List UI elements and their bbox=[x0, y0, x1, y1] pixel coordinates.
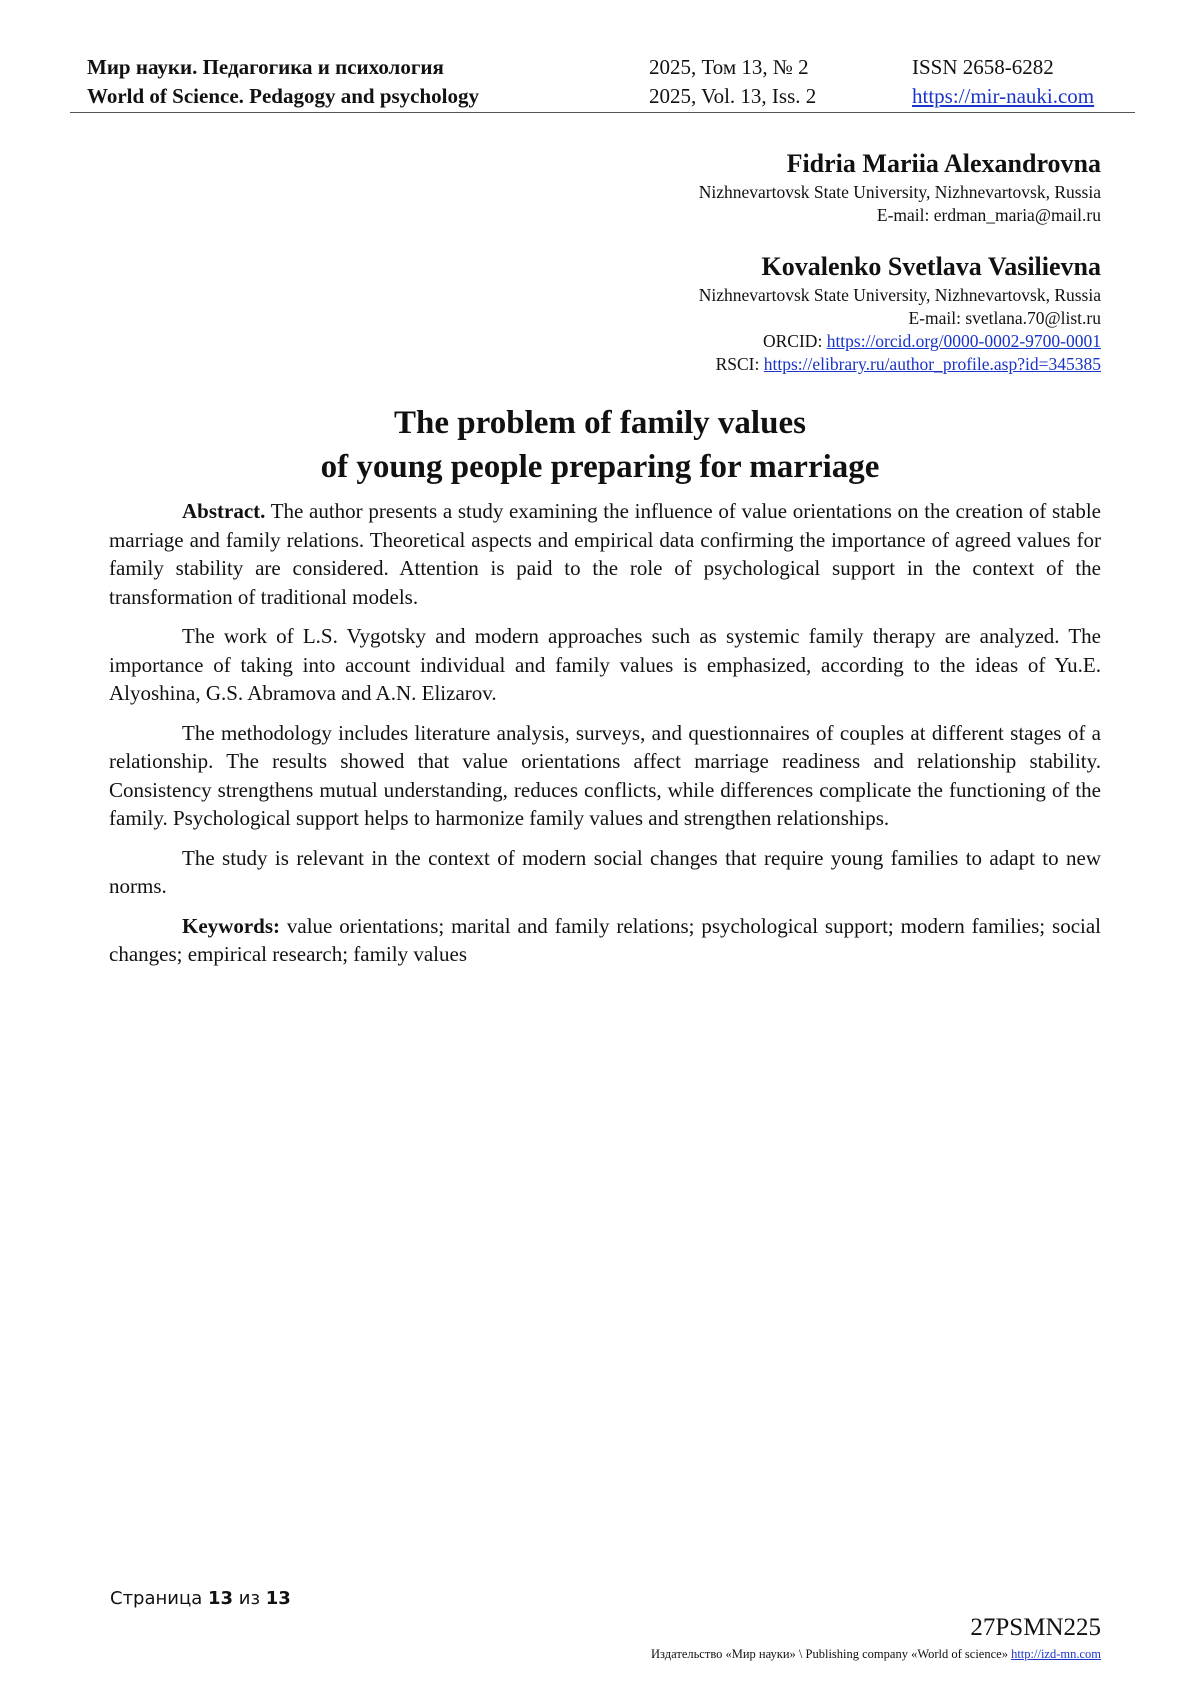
email-label: E-mail: bbox=[876, 205, 934, 225]
journal-title-ru: Мир науки. Педагогика и психология bbox=[87, 55, 444, 79]
page-total: 13 bbox=[265, 1588, 291, 1609]
journal-title-en: World of Science. Pedagogy and psychology bbox=[87, 84, 480, 108]
article-title bbox=[0, 401, 1200, 489]
author-affiliation: Nizhnevartovsk State University, Nizhnevartovsk, Russia bbox=[698, 182, 1101, 202]
abstract-paragraph: The work of L.S. Vygotsky and modern approaches such as systemic family therapy are analyzed. The importance of taking into account individual and family values is emphasized, according to the ideas of Yu.E. Alyoshina, G.S. Abramova and A.N. Elizarov. bbox=[109, 624, 1101, 705]
article-code: 27PSMN225 bbox=[970, 1614, 1101, 1641]
journal-header bbox=[87, 52, 1122, 114]
header-divider bbox=[70, 112, 1135, 113]
abstract-label: Abstract. bbox=[182, 499, 266, 523]
publisher-link[interactable]: http://izd-mn.com bbox=[1011, 1647, 1101, 1661]
orcid-link[interactable]: https://orcid.org/0000-0002-9700-0001 bbox=[826, 331, 1101, 351]
abstract-text: The author presents a study examining the influence of value orientations on the creation of stable marriage and family relations. Theoretical aspects and empirical data confirming the importance of agreed values for family stability are considered. Attention is paid to the role of psychological support in the context of the transformation of traditional models. bbox=[109, 499, 1101, 609]
keywords-text: value orientations; marital and family relations; psychological support; modern families; social changes; empirical research; family values bbox=[109, 913, 1101, 966]
publisher-line bbox=[651, 1647, 1101, 1662]
page-of: из bbox=[233, 1588, 266, 1609]
author-name: Kovalenko Svetlava Vasilievna bbox=[761, 252, 1101, 281]
author-email bbox=[699, 204, 1101, 227]
rsci-label: RSCI: bbox=[715, 354, 764, 374]
rsci-link[interactable]: https://elibrary.ru/author_profile.asp?id=345385 bbox=[763, 354, 1101, 374]
author-rsci bbox=[699, 353, 1101, 376]
author-block-2 bbox=[699, 250, 1101, 376]
email-value: svetlana.70@list.ru bbox=[965, 308, 1101, 328]
issn: ISSN 2658-6282 bbox=[912, 55, 1054, 79]
abstract-paragraph: The study is relevant in the context of modern social changes that require young families to adapt to new norms. bbox=[109, 845, 1101, 898]
orcid-label: ORCID: bbox=[763, 331, 827, 351]
author-orcid bbox=[699, 330, 1101, 353]
page-counter bbox=[110, 1588, 291, 1609]
title-line-2: of young people preparing for marriage bbox=[320, 449, 880, 485]
publisher-text: Издательство «Мир науки» \ Publishing company «World of science» bbox=[651, 1647, 1012, 1661]
page-prefix: Страница bbox=[110, 1588, 208, 1609]
abstract-paragraph: The methodology includes literature analysis, surveys, and questionnaires of couples at different stages of a relationship. The results showed that value orientations affect marriage readiness and relationship stability. Consistency strengthens mutual understanding, reduces conflicts, while differences complicate the functioning of the family. Psychological support helps to harmonize family values and strengthen relationships. bbox=[109, 720, 1101, 830]
email-label: E-mail: bbox=[908, 308, 966, 328]
abstract-section bbox=[109, 497, 1101, 980]
issue-info-ru: 2025, Том 13, № 2 bbox=[649, 55, 809, 79]
issue-info-en: 2025, Vol. 13, Iss. 2 bbox=[649, 84, 817, 108]
author-email bbox=[699, 307, 1101, 330]
journal-site-link[interactable]: https://mir-nauki.com bbox=[912, 84, 1095, 108]
author-name: Fidria Mariia Alexandrovna bbox=[786, 149, 1101, 178]
keywords-label: Keywords: bbox=[182, 913, 280, 938]
keywords-paragraph bbox=[109, 912, 1101, 969]
email-value: erdman_maria@mail.ru bbox=[933, 205, 1101, 225]
author-block-1 bbox=[699, 147, 1101, 227]
title-line-1: The problem of family values bbox=[394, 405, 806, 441]
author-affiliation: Nizhnevartovsk State University, Nizhnevartovsk, Russia bbox=[698, 285, 1101, 305]
abstract-paragraph bbox=[109, 497, 1101, 611]
page-current: 13 bbox=[207, 1588, 234, 1609]
